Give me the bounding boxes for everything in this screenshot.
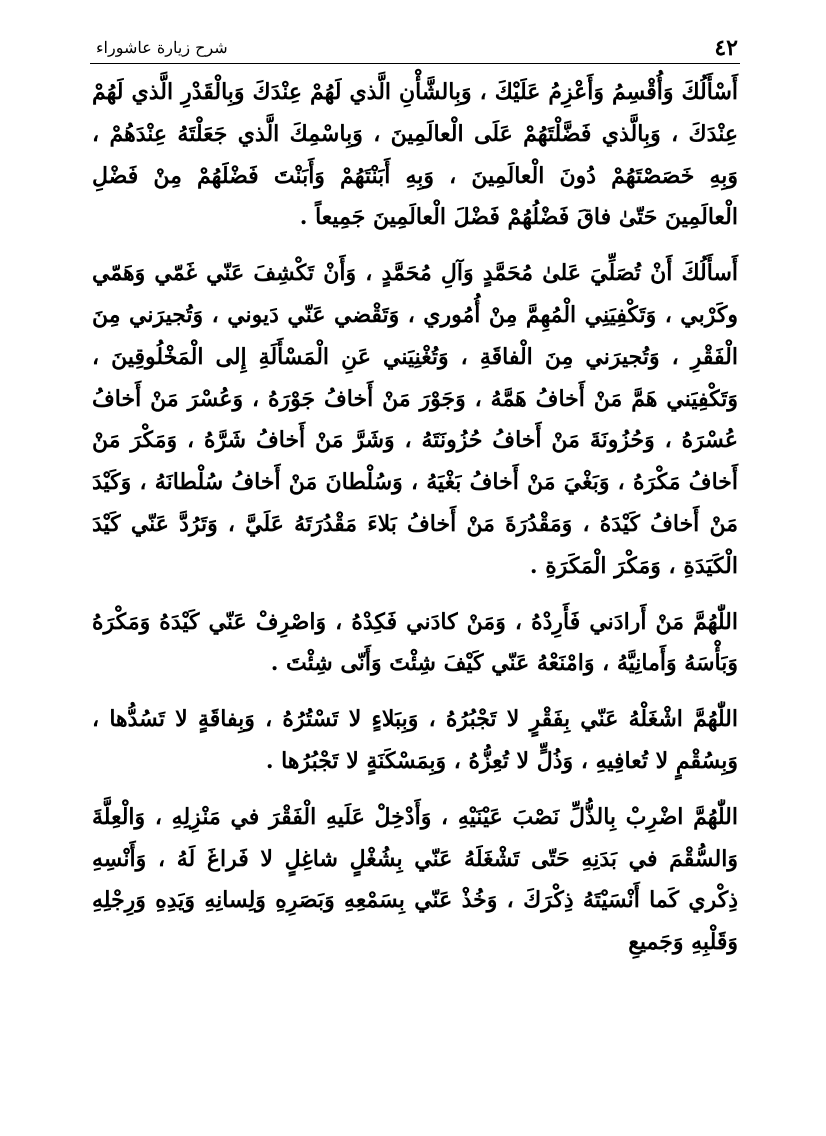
paragraph-4: اللّٰهُمَّ اشْغَلْهُ عَنّي بِفَقْرٍ لا تَجْبُرُهُ ، وَبِبَلاءٍ لا تَسْتُرُهُ ، وَبِفاقَةٍ لا تَسُدُّها ، وَبِسُقْمٍ لا تُعافِيهِ ، وَذُلٍّ لا تُعِزُّهُ ، وَبِمَسْكَنَةٍ لا تَجْبُرُها . (92, 706, 738, 774)
paragraph-5: اللّٰهُمَّ اضْرِبْ بِالذُّلِّ نَصْبَ عَيْنَيْهِ ، وَأَدْخِلْ عَلَيهِ الْفَقْرَ في مَنْزِلِهِ ، وَالْعِلَّةَ وَالسُّقْمَ في بَدَنِهِ حَتّى تَشْغَلَهُ عَنّي بِشُغْلٍ شاغِلٍ لا فَراغَ لَهُ ، وَأَنْسِهِ ذِكْري كَما أَنْسَيْتَهُ ذِكْرَكَ ، وَخُذْ عَنّي بِسَمْعِهِ وَبَصَرِهِ وَلِسانِهِ وَيَدِهِ وَرِجْلِهِ وَقَلْبِهِ وَجَميعِ (92, 803, 738, 956)
page-header (96, 34, 738, 62)
body-text (92, 72, 738, 978)
paragraph-2: أَسأَلُكَ أَنْ تُصَلِّيَ عَلىٰ مُحَمَّدٍ وَآلِ مُحَمَّدٍ ، وَأَنْ تَكْشِفَ عَنّي غَمّي وَهَمّي وكَرْبي ، وَتَكْفِيَنِي الْمُهِمَّ مِنْ أُمُوري ، وَتَقْضي عَنّي دَيوني ، وَتُجيرَني مِنَ الْفَقْرِ ، وَتُجيرَني مِنَ الْفاقَةِ ، وَتُغْنِيَني عَنِ الْمَسْأَلَةِ إِلى الْمَخْلُوقِينَ ، وَتَكْفِيَني هَمَّ مَنْ أَخافُ هَمَّهُ ، وَجَوْرَ مَنْ أَخافُ جَوْرَهُ ، وَعُسْرَ مَنْ أَخافُ عُسْرَهُ ، وَحُزُونَةَ مَنْ أَخافُ حُزُونَتَهُ ، وَشَرَّ مَنْ أَخافُ شَرَّهُ ، وَمَكْرَ مَنْ أَخافُ مَكْرَهُ ، وَبَغْيَ مَنْ أَخافُ بَغْيَهُ ، وَسُلْطانَ مَنْ أَخافُ سُلْطانَهُ ، وَكَيْدَ مَنْ أَخافُ كَيْدَهُ ، وَمَقْدُرَةَ مَنْ أَخافُ بَلاءَ مَقْدُرَتَهُ عَلَيَّ ، وَتَرُدَّ عَنّي كَيْدَ الْكَيَدَةِ ، وَمَكْرَ الْمَكَرَةِ . (92, 260, 738, 579)
paragraph-1: أَسْأَلُكَ وَأُقْسِمُ وَأَعْزِمُ عَلَيْكَ ، وَبِالشَّأْنِ الَّذي لَهُمْ عِنْدَكَ وَبِالْقَدْرِ الَّذي لَهُمْ عِنْدَكَ ، وَبِالَّذي فَضَّلْتَهُمْ عَلَى الْعالَمِينَ ، وَبِاسْمِكَ الَّذي جَعَلْتَهُ عِنْدَهُمْ ، وَبِهِ خَصَصْتَهُمْ دُونَ الْعالَمِينَ ، وَبِهِ أَبَنْتَهُمْ وَأَبَنْتَ فَضْلَهُمْ مِنْ فَضْلِ الْعالَمِينَ حَتّىٰ فاقَ فَضْلُهُمْ فَضْلَ الْعالَمِينَ جَمِيعاً . (92, 79, 738, 231)
page-number: ٤٢ (714, 35, 738, 61)
running-title: شرح زيارة عاشوراء (96, 38, 228, 57)
header-divider (90, 63, 740, 64)
paragraph-3: اللّٰهُمَّ مَنْ أَرادَني فَأَرِدْهُ ، وَمَنْ كادَني فَكِدْهُ ، وَاصْرِفْ عَنّي كَيْدَهُ وَمَكْرَهُ وَبَأْسَهُ وَأَمانِيَّهُ ، وَامْنَعْهُ عَنّي كَيْفَ شِئْتَ وَأَنّى شِئْتَ . (92, 608, 738, 677)
